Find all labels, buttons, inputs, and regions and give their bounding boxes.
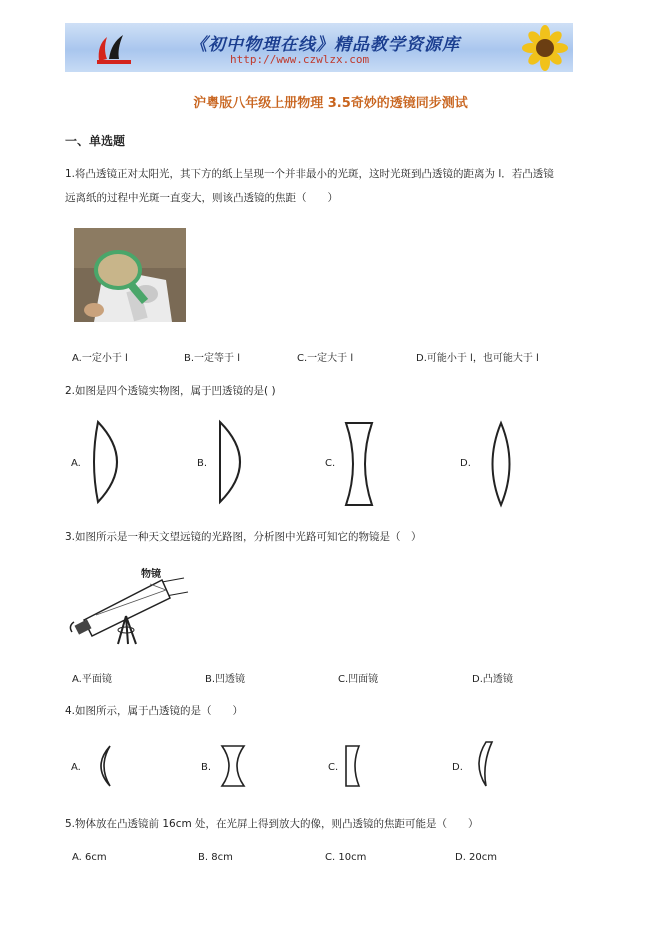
sunflower-icon: [515, 25, 567, 71]
q4-label-a: A.: [71, 762, 81, 773]
banner-url[interactable]: http://www.czwlzx.com: [230, 53, 370, 66]
question-1-line-1: 1.将凸透镜正对太阳光，其下方的纸上呈现一个并非最小的光斑，这时光斑到凸透镜的距离为 l．若凸透镜: [65, 168, 554, 180]
q5-option-d[interactable]: D. 20cm: [455, 852, 498, 863]
q3-figure-label: 物镜: [141, 569, 161, 580]
q1-option-a[interactable]: A.一定小于 l: [72, 353, 128, 364]
question-1-line-2: 远离纸的过程中光斑一直变大，则该凸透镜的焦距（ ）: [65, 192, 338, 204]
question-3: 3.如图所示是一种天文望远镜的光路图，分析图中光路可知它的物镜是（ ）: [65, 531, 422, 543]
q4-lens-b: [220, 744, 246, 788]
q5-option-b[interactable]: B. 8cm: [198, 852, 233, 863]
q2-lens-a: [90, 420, 130, 504]
q4-lens-d: [474, 740, 494, 788]
question-2: 2.如图是四个透镜实物图，属于凹透镜的是( ): [65, 385, 276, 397]
telescope-figure: [66, 570, 196, 646]
q5-option-a[interactable]: A. 6cm: [72, 852, 107, 863]
q4-label-b: B.: [201, 762, 212, 773]
site-logo-icon: [93, 29, 135, 67]
q3-option-a[interactable]: A.平面镜: [72, 674, 112, 685]
q4-label-c: C.: [328, 762, 339, 773]
q2-label-b: B.: [197, 458, 208, 469]
q4-lens-c: [343, 744, 363, 788]
q2-lens-d: [486, 421, 516, 507]
q1-option-d[interactable]: D.可能小于 l，也可能大于 l: [416, 353, 539, 364]
q4-lens-a: [92, 744, 114, 788]
q2-label-c: C.: [325, 458, 336, 469]
document-title: 沪粤版八年级上册物理 3.5奇妙的透镜同步测试: [193, 96, 468, 111]
q1-option-b[interactable]: B.一定等于 l: [184, 353, 240, 364]
q2-lens-c: [344, 421, 374, 507]
section-heading: 一、单选题: [65, 134, 126, 148]
q5-option-c[interactable]: C. 10cm: [325, 852, 367, 863]
q3-option-b[interactable]: B.凹透镜: [205, 674, 246, 685]
q2-label-d: D.: [460, 458, 471, 469]
magnifier-photo: [74, 228, 186, 322]
header-banner: [65, 23, 573, 72]
q2-lens-b: [216, 420, 246, 504]
q2-label-a: A.: [71, 458, 81, 469]
q3-option-c[interactable]: C.凹面镜: [338, 674, 379, 685]
q3-option-d[interactable]: D.凸透镜: [472, 674, 513, 685]
banner-title: 《初中物理在线》精品教学资源库: [190, 35, 460, 55]
q4-label-d: D.: [452, 762, 463, 773]
q1-option-c[interactable]: C.一定大于 l: [297, 353, 354, 364]
question-5: 5.物体放在凸透镜前 16cm 处，在光屏上得到放大的像，则凸透镜的焦距可能是（ ）: [65, 818, 479, 830]
question-4: 4.如图所示，属于凸透镜的是（ ）: [65, 705, 244, 717]
